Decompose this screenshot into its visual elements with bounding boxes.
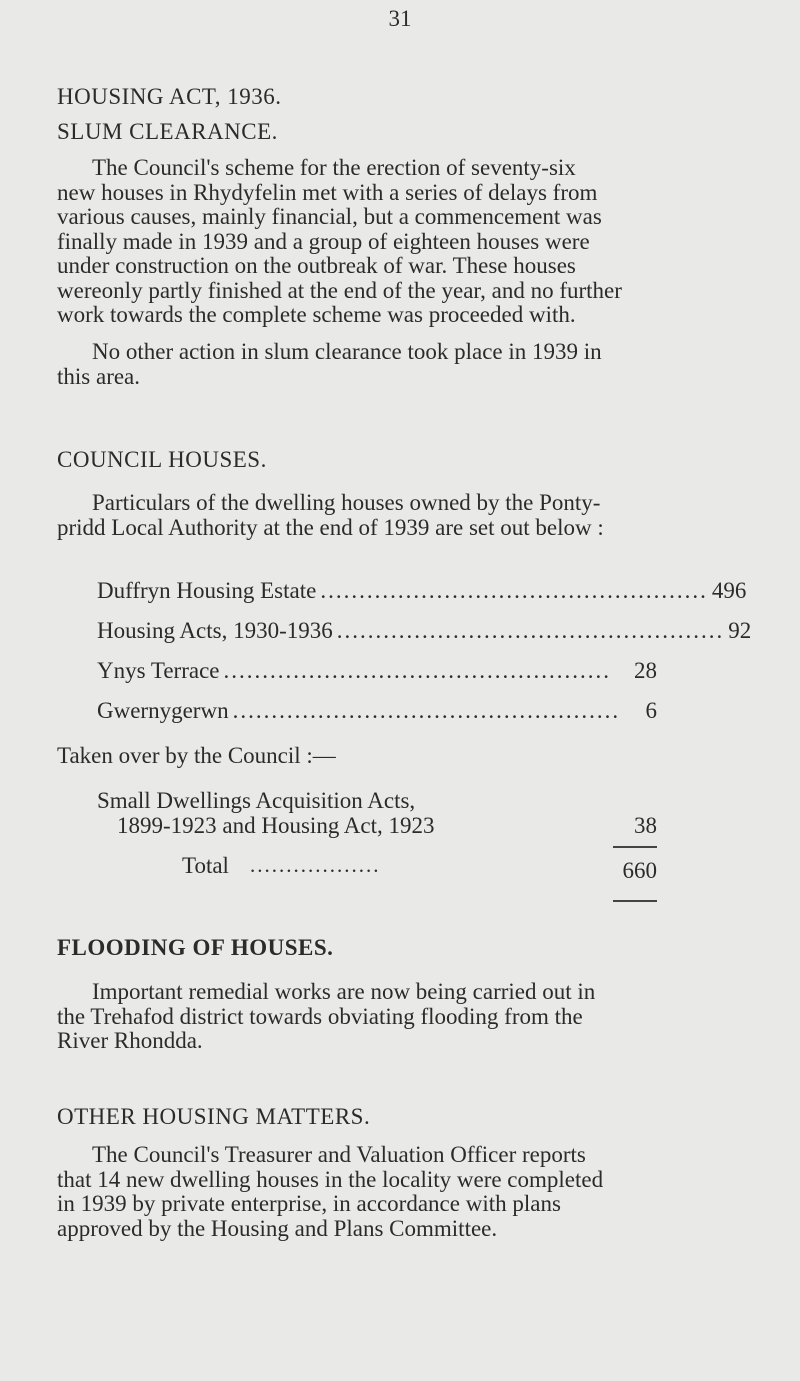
council-houses-row [97, 658, 657, 684]
text-line: The Council's Treasurer and Valuation Officer reports [92, 1142, 586, 1167]
section-title-flooding: FLOODING OF HOUSES. [57, 935, 334, 960]
row-label: Duffryn Housing Estate [97, 578, 317, 603]
section-title-other-housing: OTHER HOUSING MATTERS. [57, 1104, 371, 1129]
row-value: 28 [634, 658, 657, 683]
taken-over-label: Taken over by the Council :— [57, 743, 336, 768]
total-label: Total [182, 853, 229, 878]
row-value: 6 [645, 698, 657, 723]
text-line: in 1939 by private enterprise, in accordance with plans [57, 1191, 561, 1216]
text-line: Particulars of the dwelling houses owned by the Ponty- [92, 490, 601, 515]
section-title-housing-act: HOUSING ACT, 1936. [57, 84, 282, 109]
row-value: 92 [728, 618, 752, 643]
section-title-council-houses: COUNCIL HOUSES. [57, 447, 267, 472]
flooding-paragraph [57, 980, 747, 1054]
other-housing-paragraph [57, 1143, 747, 1241]
dot-leader: .................................................. [223, 658, 611, 683]
council-houses-row [97, 698, 657, 724]
total-rule-top [613, 846, 657, 848]
text-line: under construction on the outbreak of war. These houses [57, 253, 576, 278]
dot-leader: .................................................. [320, 578, 708, 603]
text-line: this area. [57, 363, 141, 389]
text-line: the Trehafod district towards obviating flooding from the [57, 1003, 583, 1029]
text-line: approved by the Housing and Plans Committee. [57, 1215, 498, 1241]
text-line: River Rhondda. [57, 1028, 203, 1053]
council-houses-row [97, 578, 747, 604]
total-dot-leader: .................. [250, 853, 381, 877]
acquisition-value: 38 [634, 813, 657, 838]
total-value: 660 [622, 858, 657, 883]
dot-leader: .................................................. [232, 698, 621, 723]
section-subtitle-slum-clearance: SLUM CLEARANCE. [57, 119, 278, 144]
slum-clearance-paragraph [57, 156, 747, 328]
council-houses-intro [57, 491, 747, 540]
row-value: 496 [711, 578, 747, 603]
slum-clearance-note [57, 340, 747, 389]
text-line: Important remedial works are now being carried out in [92, 979, 596, 1004]
text-line: The Council's scheme for the erection of seventy-six [92, 155, 576, 180]
total-rule-bottom [613, 900, 657, 902]
row-label: Housing Acts, 1930-1936 [97, 618, 333, 643]
acquisition-line-2: 1899-1923 and Housing Act, 1923 [117, 813, 435, 838]
text-line: that 14 new dwelling houses in the locality were completed [57, 1166, 604, 1192]
text-line: various causes, mainly financial, but a commencement was [57, 204, 602, 229]
text-line: finally made in 1939 and a group of eighteen houses were [57, 228, 590, 254]
text-line: wereonly partly finished at the end of the year, and no further [57, 277, 622, 303]
dot-leader: .................................................. [336, 618, 725, 643]
text-line: work towards the complete scheme was proceeded with. [57, 302, 576, 327]
row-label: Gwernygerwn [97, 698, 229, 723]
page-number: 31 [388, 6, 412, 31]
row-label: Ynys Terrace [97, 658, 220, 683]
council-houses-row [97, 618, 752, 644]
text-line: pridd Local Authority at the end of 1939 are set out below : [57, 514, 604, 540]
text-line: new houses in Rhydyfelin met with a series of delays from [57, 179, 598, 205]
acquisition-line-1: Small Dwellings Acquisition Acts, [97, 788, 416, 813]
text-line: No other action in slum clearance took place in 1939 in [92, 339, 602, 364]
